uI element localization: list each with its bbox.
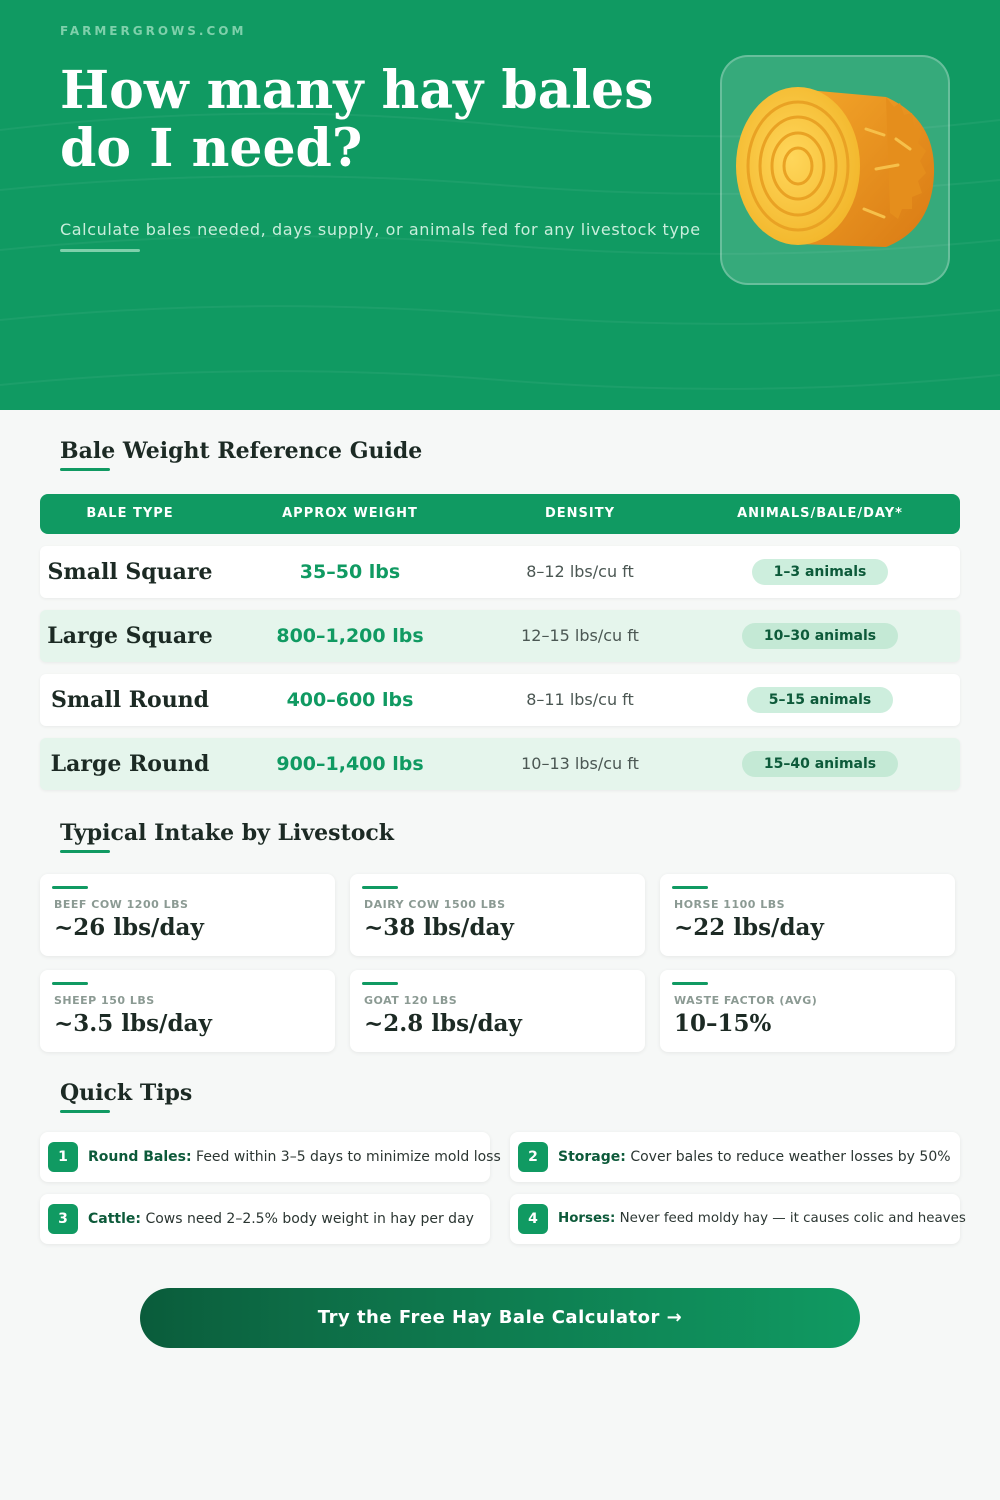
intake-value: ~22 lbs/day [674, 914, 824, 941]
tips-section-title: Quick Tips [60, 1080, 193, 1106]
site-name: FARMERGROWS.COM [60, 24, 247, 38]
table-row [40, 610, 960, 662]
intake-card-waste-factor [660, 970, 955, 1052]
intake-value: 10–15% [674, 1010, 772, 1037]
tip-text [558, 1132, 951, 1182]
tip-number-badge: 1 [48, 1142, 78, 1172]
bale-density: 8–11 lbs/cu ft [526, 690, 634, 709]
intake-label: WASTE FACTOR (AVG) [674, 994, 818, 1007]
table-row [40, 674, 960, 726]
bale-type: Small Round [50, 687, 210, 713]
bale-weight: 400–600 lbs [286, 689, 414, 711]
tip-text [558, 1194, 966, 1244]
animals-badge: 5–15 animals [747, 687, 893, 713]
tip-item [40, 1132, 501, 1182]
table-row [40, 738, 960, 790]
table-row [40, 546, 960, 598]
tip-key: Horses: [558, 1211, 616, 1226]
intake-label: HORSE 1100 LBS [674, 898, 786, 911]
tip-text [88, 1194, 474, 1244]
column-header-bale-type: BALE TYPE [86, 506, 174, 521]
intake-label: SHEEP 150 LBS [54, 994, 155, 1007]
intake-card-horse [660, 874, 955, 956]
tip-number-badge: 4 [518, 1204, 548, 1234]
animals-badge: 1–3 animals [752, 559, 889, 585]
tip-text [88, 1132, 501, 1182]
tip-key: Round Bales: [88, 1149, 192, 1165]
hay-bale-icon [736, 79, 936, 259]
tip-number-badge: 3 [48, 1204, 78, 1234]
bale-density: 10–13 lbs/cu ft [521, 754, 639, 773]
column-header-weight: APPROX WEIGHT [282, 506, 418, 521]
table-header [40, 494, 960, 534]
bale-type: Small Square [47, 559, 213, 585]
bale-type: Large Square [47, 623, 213, 649]
tip-body: Cover bales to reduce weather losses by 50% [625, 1149, 951, 1165]
tip-item [510, 1194, 966, 1244]
bale-density: 12–15 lbs/cu ft [521, 626, 639, 645]
intake-value: ~38 lbs/day [364, 914, 514, 941]
card-accent-bar [672, 982, 708, 985]
page-title: How many hay bales do I need? [60, 60, 654, 179]
animals-badge: 10–30 animals [742, 623, 898, 649]
intake-value: ~3.5 lbs/day [54, 1010, 212, 1037]
reference-section-title: Bale Weight Reference Guide [60, 438, 423, 464]
bale-density: 8–12 lbs/cu ft [526, 562, 634, 581]
calculator-cta-button[interactable]: Try the Free Hay Bale Calculator → [140, 1288, 860, 1348]
intake-card-beef-cow [40, 874, 335, 956]
card-accent-bar [362, 886, 398, 889]
tip-number-badge: 2 [518, 1142, 548, 1172]
tip-item [510, 1132, 960, 1182]
hero-subtitle: Calculate bales needed, days supply, or animals fed for any livestock type [60, 220, 701, 239]
bale-weight: 35–50 lbs [299, 561, 401, 583]
intake-card-dairy-cow [350, 874, 645, 956]
intake-label: DAIRY COW 1500 LBS [364, 898, 506, 911]
tip-key: Storage: [558, 1149, 626, 1165]
animals-badge: 15–40 animals [742, 751, 898, 777]
intake-value: ~2.8 lbs/day [364, 1010, 522, 1037]
intake-label: BEEF COW 1200 LBS [54, 898, 189, 911]
bale-weight: 900–1,400 lbs [276, 753, 424, 775]
section-underline [60, 850, 110, 853]
card-accent-bar [52, 886, 88, 889]
intake-card-sheep [40, 970, 335, 1052]
tip-key: Cattle: [88, 1211, 141, 1227]
intake-value: ~26 lbs/day [54, 914, 204, 941]
hero-underline [60, 249, 140, 252]
tip-body: Feed within 3–5 days to minimize mold loss [191, 1149, 501, 1165]
column-header-animals: ANIMALS/BALE/DAY* [737, 506, 903, 521]
section-underline [60, 1110, 110, 1113]
tip-item [40, 1194, 490, 1244]
card-accent-bar [362, 982, 398, 985]
section-underline [60, 468, 110, 471]
card-accent-bar [52, 982, 88, 985]
bale-weight: 800–1,200 lbs [276, 625, 424, 647]
tip-body: Never feed moldy hay — it causes colic and heaves [615, 1211, 966, 1226]
column-header-density: DENSITY [544, 506, 616, 521]
intake-label: GOAT 120 LBS [364, 994, 458, 1007]
hay-illustration-card [720, 55, 950, 285]
intake-section-title: Typical Intake by Livestock [60, 820, 395, 846]
card-accent-bar [672, 886, 708, 889]
bale-type: Large Round [50, 751, 210, 777]
hero-banner [0, 0, 1000, 410]
intake-card-goat [350, 970, 645, 1052]
tip-body: Cows need 2–2.5% body weight in hay per day [141, 1211, 474, 1227]
